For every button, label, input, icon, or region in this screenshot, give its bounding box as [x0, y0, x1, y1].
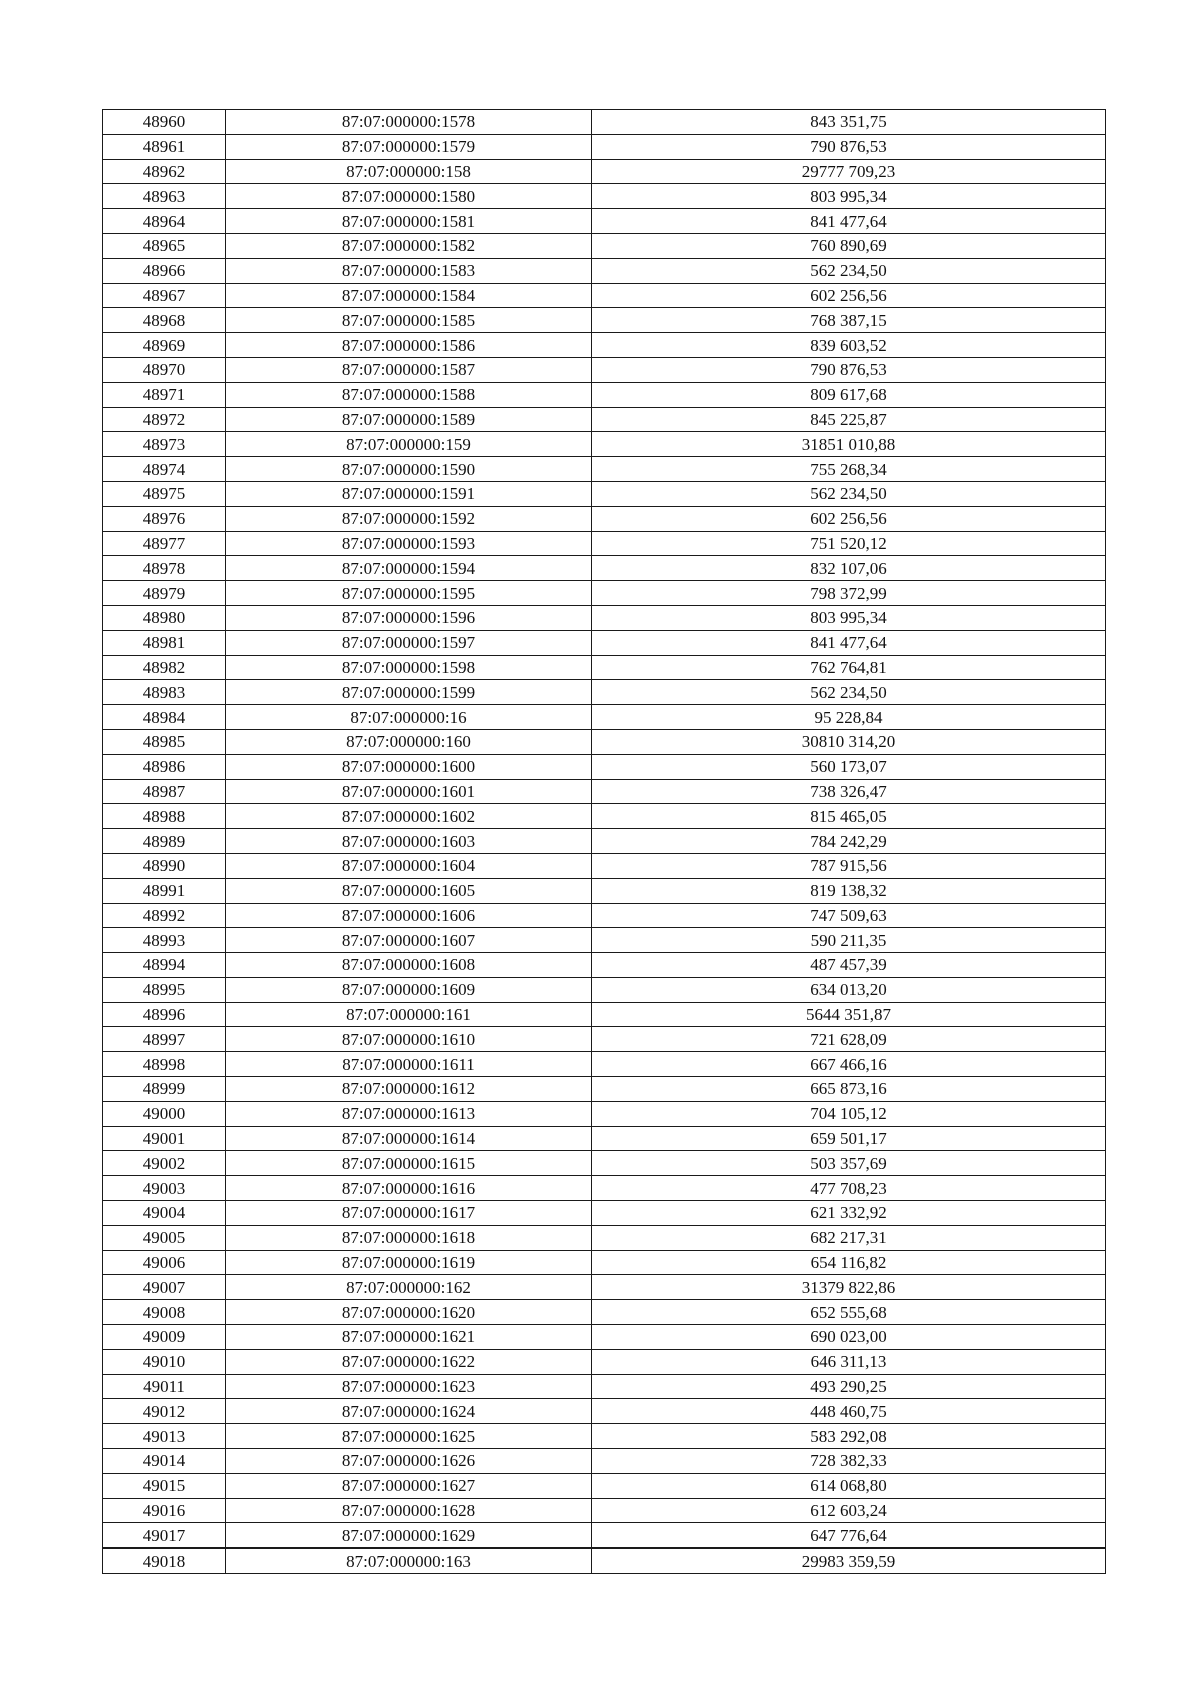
- cadastral-value-cell: 843 351,75: [592, 110, 1106, 135]
- table-row: [103, 1077, 1106, 1102]
- cadastral-number-cell: 87:07:000000:16: [226, 705, 592, 730]
- table-row: [103, 556, 1106, 581]
- cadastral-value-cell: 654 116,82: [592, 1250, 1106, 1275]
- table-row: [103, 506, 1106, 531]
- cadastral-number-cell: 87:07:000000:1617: [226, 1201, 592, 1226]
- table-row: [103, 357, 1106, 382]
- cadastral-value-cell: 809 617,68: [592, 382, 1106, 407]
- cadastral-value-cell: 784 242,29: [592, 829, 1106, 854]
- table-row: [103, 382, 1106, 407]
- cadastral-number-cell: 87:07:000000:1580: [226, 184, 592, 209]
- cadastral-number-cell: 87:07:000000:1595: [226, 581, 592, 606]
- cadastral-value-cell: 31851 010,88: [592, 432, 1106, 457]
- table-row: [103, 1548, 1106, 1573]
- cadastral-value-cell: 762 764,81: [592, 655, 1106, 680]
- cadastral-value-cell: 614 068,80: [592, 1473, 1106, 1498]
- cadastral-value-cell: 755 268,34: [592, 457, 1106, 482]
- cadastral-value-cell: 590 211,35: [592, 928, 1106, 953]
- table-row: [103, 903, 1106, 928]
- row-number-cell: 48986: [103, 754, 226, 779]
- cadastral-value-cell: 841 477,64: [592, 209, 1106, 234]
- cadastral-number-cell: 87:07:000000:1582: [226, 233, 592, 258]
- cadastral-number-cell: 87:07:000000:1613: [226, 1101, 592, 1126]
- cadastral-value-cell: 787 915,56: [592, 853, 1106, 878]
- cadastral-value-cell: 487 457,39: [592, 953, 1106, 978]
- cadastral-value-cell: 803 995,34: [592, 605, 1106, 630]
- table-row: [103, 481, 1106, 506]
- cadastral-number-cell: 87:07:000000:1603: [226, 829, 592, 854]
- cadastral-value-cell: 29777 709,23: [592, 159, 1106, 184]
- table-row: [103, 705, 1106, 730]
- cadastral-number-cell: 87:07:000000:1579: [226, 134, 592, 159]
- table-row: [103, 1449, 1106, 1474]
- row-number-cell: 49004: [103, 1201, 226, 1226]
- row-number-cell: 48968: [103, 308, 226, 333]
- cadastral-value-cell: 602 256,56: [592, 506, 1106, 531]
- cadastral-number-cell: 87:07:000000:1585: [226, 308, 592, 333]
- cadastral-number-cell: 87:07:000000:159: [226, 432, 592, 457]
- cadastral-value-cell: 612 603,24: [592, 1498, 1106, 1523]
- row-number-cell: 48960: [103, 110, 226, 135]
- cadastral-value-cell: 690 023,00: [592, 1325, 1106, 1350]
- cadastral-value-cell: 560 173,07: [592, 754, 1106, 779]
- cadastral-number-cell: 87:07:000000:1621: [226, 1325, 592, 1350]
- cadastral-value-cell: 562 234,50: [592, 258, 1106, 283]
- table-row: [103, 853, 1106, 878]
- cadastral-number-cell: 87:07:000000:1592: [226, 506, 592, 531]
- cadastral-number-cell: 87:07:000000:1614: [226, 1126, 592, 1151]
- cadastral-number-cell: 87:07:000000:1607: [226, 928, 592, 953]
- cadastral-number-cell: 87:07:000000:1596: [226, 605, 592, 630]
- cadastral-number-cell: 87:07:000000:1602: [226, 804, 592, 829]
- row-number-cell: 48992: [103, 903, 226, 928]
- table-row: [103, 953, 1106, 978]
- row-number-cell: 48991: [103, 878, 226, 903]
- cadastral-number-cell: 87:07:000000:1624: [226, 1399, 592, 1424]
- cadastral-value-cell: 704 105,12: [592, 1101, 1106, 1126]
- cadastral-number-cell: 87:07:000000:1587: [226, 357, 592, 382]
- row-number-cell: 49001: [103, 1126, 226, 1151]
- row-number-cell: 48964: [103, 209, 226, 234]
- row-number-cell: 49015: [103, 1473, 226, 1498]
- table-row: [103, 1374, 1106, 1399]
- cadastral-number-cell: 87:07:000000:162: [226, 1275, 592, 1300]
- row-number-cell: 48987: [103, 779, 226, 804]
- cadastral-value-cell: 760 890,69: [592, 233, 1106, 258]
- cadastral-number-cell: 87:07:000000:1588: [226, 382, 592, 407]
- row-number-cell: 49014: [103, 1449, 226, 1474]
- table-row: [103, 581, 1106, 606]
- row-number-cell: 49002: [103, 1151, 226, 1176]
- row-number-cell: 49003: [103, 1176, 226, 1201]
- cadastral-number-cell: 87:07:000000:1619: [226, 1250, 592, 1275]
- table-row: [103, 159, 1106, 184]
- table-row: [103, 804, 1106, 829]
- row-number-cell: 48994: [103, 953, 226, 978]
- row-number-cell: 49016: [103, 1498, 226, 1523]
- cadastral-number-cell: 87:07:000000:1612: [226, 1077, 592, 1102]
- table-row: [103, 432, 1106, 457]
- row-number-cell: 48962: [103, 159, 226, 184]
- cadastral-value-cell: 31379 822,86: [592, 1275, 1106, 1300]
- cadastral-value-cell: 659 501,17: [592, 1126, 1106, 1151]
- table-row: [103, 729, 1106, 754]
- cadastral-number-cell: 87:07:000000:1598: [226, 655, 592, 680]
- table-row: [103, 1027, 1106, 1052]
- cadastral-number-cell: 87:07:000000:1608: [226, 953, 592, 978]
- row-number-cell: 49013: [103, 1424, 226, 1449]
- table-row: [103, 1101, 1106, 1126]
- row-number-cell: 48974: [103, 457, 226, 482]
- row-number-cell: 48972: [103, 407, 226, 432]
- table-row: [103, 333, 1106, 358]
- row-number-cell: 48999: [103, 1077, 226, 1102]
- cadastral-number-cell: 87:07:000000:1615: [226, 1151, 592, 1176]
- row-number-cell: 49010: [103, 1349, 226, 1374]
- row-number-cell: 48985: [103, 729, 226, 754]
- cadastral-value-cell: 646 311,13: [592, 1349, 1106, 1374]
- cadastral-number-cell: 87:07:000000:1622: [226, 1349, 592, 1374]
- row-number-cell: 48993: [103, 928, 226, 953]
- row-number-cell: 48984: [103, 705, 226, 730]
- table-row: [103, 754, 1106, 779]
- cadastral-value-cell: 503 357,69: [592, 1151, 1106, 1176]
- cadastral-value-cell: 602 256,56: [592, 283, 1106, 308]
- table-row: [103, 134, 1106, 159]
- cadastral-value-cell: 832 107,06: [592, 556, 1106, 581]
- cadastral-number-cell: 87:07:000000:1610: [226, 1027, 592, 1052]
- row-number-cell: 48989: [103, 829, 226, 854]
- cadastral-number-cell: 87:07:000000:1625: [226, 1424, 592, 1449]
- cadastral-value-cell: 815 465,05: [592, 804, 1106, 829]
- row-number-cell: 49005: [103, 1225, 226, 1250]
- row-number-cell: 48990: [103, 853, 226, 878]
- table-row: [103, 233, 1106, 258]
- cadastral-value-cell: 790 876,53: [592, 134, 1106, 159]
- cadastral-number-cell: 87:07:000000:1578: [226, 110, 592, 135]
- cadastral-number-cell: 87:07:000000:1584: [226, 283, 592, 308]
- table-row: [103, 605, 1106, 630]
- table-row: [103, 1523, 1106, 1548]
- row-number-cell: 48996: [103, 1002, 226, 1027]
- cadastral-value-cell: 493 290,25: [592, 1374, 1106, 1399]
- cadastral-number-cell: 87:07:000000:1627: [226, 1473, 592, 1498]
- table-row: [103, 110, 1106, 135]
- cadastral-number-cell: 87:07:000000:1605: [226, 878, 592, 903]
- cadastral-value-cell: 477 708,23: [592, 1176, 1106, 1201]
- table-row: [103, 184, 1106, 209]
- cadastral-number-cell: 87:07:000000:1616: [226, 1176, 592, 1201]
- table-row: [103, 1002, 1106, 1027]
- row-number-cell: 48971: [103, 382, 226, 407]
- row-number-cell: 48997: [103, 1027, 226, 1052]
- cadastral-number-cell: 87:07:000000:1600: [226, 754, 592, 779]
- table-row: [103, 928, 1106, 953]
- cadastral-number-cell: 87:07:000000:1623: [226, 1374, 592, 1399]
- cadastral-value-cell: 562 234,50: [592, 481, 1106, 506]
- table-row: [103, 258, 1106, 283]
- cadastral-number-cell: 87:07:000000:1626: [226, 1449, 592, 1474]
- table-row: [103, 283, 1106, 308]
- table-row: [103, 1052, 1106, 1077]
- cadastral-number-cell: 87:07:000000:1590: [226, 457, 592, 482]
- row-number-cell: 48983: [103, 680, 226, 705]
- cadastral-number-cell: 87:07:000000:1628: [226, 1498, 592, 1523]
- cadastral-value-cell: 790 876,53: [592, 357, 1106, 382]
- cadastral-number-cell: 87:07:000000:1604: [226, 853, 592, 878]
- cadastral-value-cell: 841 477,64: [592, 630, 1106, 655]
- row-number-cell: 49008: [103, 1300, 226, 1325]
- cadastral-value-cell: 845 225,87: [592, 407, 1106, 432]
- row-number-cell: 49000: [103, 1101, 226, 1126]
- cadastral-value-cell: 738 326,47: [592, 779, 1106, 804]
- table-row: [103, 1399, 1106, 1424]
- cadastral-value-cell: 30810 314,20: [592, 729, 1106, 754]
- table-row: [103, 1201, 1106, 1226]
- row-number-cell: 48970: [103, 357, 226, 382]
- cadastral-value-cell: 29983 359,59: [592, 1548, 1106, 1573]
- table-row: [103, 1473, 1106, 1498]
- row-number-cell: 49017: [103, 1523, 226, 1548]
- row-number-cell: 49009: [103, 1325, 226, 1350]
- table-row: [103, 1250, 1106, 1275]
- cadastral-number-cell: 87:07:000000:160: [226, 729, 592, 754]
- cadastral-value-cell: 634 013,20: [592, 977, 1106, 1002]
- row-number-cell: 48966: [103, 258, 226, 283]
- table-row: [103, 1349, 1106, 1374]
- cadastral-value-cell: 583 292,08: [592, 1424, 1106, 1449]
- cadastral-number-cell: 87:07:000000:1620: [226, 1300, 592, 1325]
- cadastral-value-cell: 728 382,33: [592, 1449, 1106, 1474]
- row-number-cell: 48977: [103, 531, 226, 556]
- cadastral-value-cell: 95 228,84: [592, 705, 1106, 730]
- cadastral-value-cell: 667 466,16: [592, 1052, 1106, 1077]
- row-number-cell: 49011: [103, 1374, 226, 1399]
- row-number-cell: 48963: [103, 184, 226, 209]
- table-row: [103, 829, 1106, 854]
- cadastral-number-cell: 87:07:000000:1589: [226, 407, 592, 432]
- cadastral-value-cell: 798 372,99: [592, 581, 1106, 606]
- row-number-cell: 48978: [103, 556, 226, 581]
- cadastral-value-cell: 747 509,63: [592, 903, 1106, 928]
- cadastral-value-table: [102, 109, 1106, 1574]
- cadastral-value-cell: 621 332,92: [592, 1201, 1106, 1226]
- table-row: [103, 655, 1106, 680]
- table-row: [103, 1325, 1106, 1350]
- cadastral-number-cell: 87:07:000000:1586: [226, 333, 592, 358]
- cadastral-number-cell: 87:07:000000:1581: [226, 209, 592, 234]
- table-row: [103, 407, 1106, 432]
- row-number-cell: 48982: [103, 655, 226, 680]
- cadastral-value-cell: 562 234,50: [592, 680, 1106, 705]
- row-number-cell: 49018: [103, 1548, 226, 1573]
- cadastral-value-cell: 751 520,12: [592, 531, 1106, 556]
- cadastral-number-cell: 87:07:000000:1601: [226, 779, 592, 804]
- table-row: [103, 308, 1106, 333]
- table-row: [103, 630, 1106, 655]
- cadastral-value-cell: 448 460,75: [592, 1399, 1106, 1424]
- row-number-cell: 49007: [103, 1275, 226, 1300]
- row-number-cell: 49012: [103, 1399, 226, 1424]
- cadastral-number-cell: 87:07:000000:1594: [226, 556, 592, 581]
- row-number-cell: 49006: [103, 1250, 226, 1275]
- cadastral-number-cell: 87:07:000000:1599: [226, 680, 592, 705]
- row-number-cell: 48965: [103, 233, 226, 258]
- cadastral-number-cell: 87:07:000000:1611: [226, 1052, 592, 1077]
- table-row: [103, 531, 1106, 556]
- cadastral-number-cell: 87:07:000000:163: [226, 1548, 592, 1573]
- table-row: [103, 977, 1106, 1002]
- cadastral-value-cell: 803 995,34: [592, 184, 1106, 209]
- row-number-cell: 48961: [103, 134, 226, 159]
- cadastral-value-cell: 665 873,16: [592, 1077, 1106, 1102]
- row-number-cell: 48995: [103, 977, 226, 1002]
- cadastral-value-cell: 768 387,15: [592, 308, 1106, 333]
- table-row: [103, 1126, 1106, 1151]
- cadastral-value-cell: 5644 351,87: [592, 1002, 1106, 1027]
- row-number-cell: 48979: [103, 581, 226, 606]
- row-number-cell: 48980: [103, 605, 226, 630]
- table-row: [103, 1151, 1106, 1176]
- cadastral-number-cell: 87:07:000000:158: [226, 159, 592, 184]
- cadastral-number-cell: 87:07:000000:1609: [226, 977, 592, 1002]
- row-number-cell: 48967: [103, 283, 226, 308]
- cadastral-value-cell: 652 555,68: [592, 1300, 1106, 1325]
- cadastral-value-cell: 682 217,31: [592, 1225, 1106, 1250]
- table-row: [103, 779, 1106, 804]
- table-row: [103, 457, 1106, 482]
- cadastral-number-cell: 87:07:000000:1618: [226, 1225, 592, 1250]
- row-number-cell: 48969: [103, 333, 226, 358]
- cadastral-number-cell: 87:07:000000:1597: [226, 630, 592, 655]
- row-number-cell: 48981: [103, 630, 226, 655]
- table-row: [103, 1225, 1106, 1250]
- cadastral-number-cell: 87:07:000000:161: [226, 1002, 592, 1027]
- row-number-cell: 48998: [103, 1052, 226, 1077]
- table-row: [103, 209, 1106, 234]
- table-row: [103, 1424, 1106, 1449]
- table-row: [103, 680, 1106, 705]
- cadastral-value-cell: 839 603,52: [592, 333, 1106, 358]
- cadastral-value-cell: 819 138,32: [592, 878, 1106, 903]
- row-number-cell: 48976: [103, 506, 226, 531]
- table-row: [103, 1498, 1106, 1523]
- cadastral-number-cell: 87:07:000000:1583: [226, 258, 592, 283]
- cadastral-value-cell: 721 628,09: [592, 1027, 1106, 1052]
- cadastral-number-cell: 87:07:000000:1591: [226, 481, 592, 506]
- table-row: [103, 1275, 1106, 1300]
- row-number-cell: 48973: [103, 432, 226, 457]
- cadastral-number-cell: 87:07:000000:1606: [226, 903, 592, 928]
- table-row: [103, 878, 1106, 903]
- cadastral-number-cell: 87:07:000000:1629: [226, 1523, 592, 1548]
- table-row: [103, 1176, 1106, 1201]
- row-number-cell: 48975: [103, 481, 226, 506]
- table-row: [103, 1300, 1106, 1325]
- table-body: [103, 110, 1106, 1574]
- row-number-cell: 48988: [103, 804, 226, 829]
- cadastral-number-cell: 87:07:000000:1593: [226, 531, 592, 556]
- cadastral-value-cell: 647 776,64: [592, 1523, 1106, 1548]
